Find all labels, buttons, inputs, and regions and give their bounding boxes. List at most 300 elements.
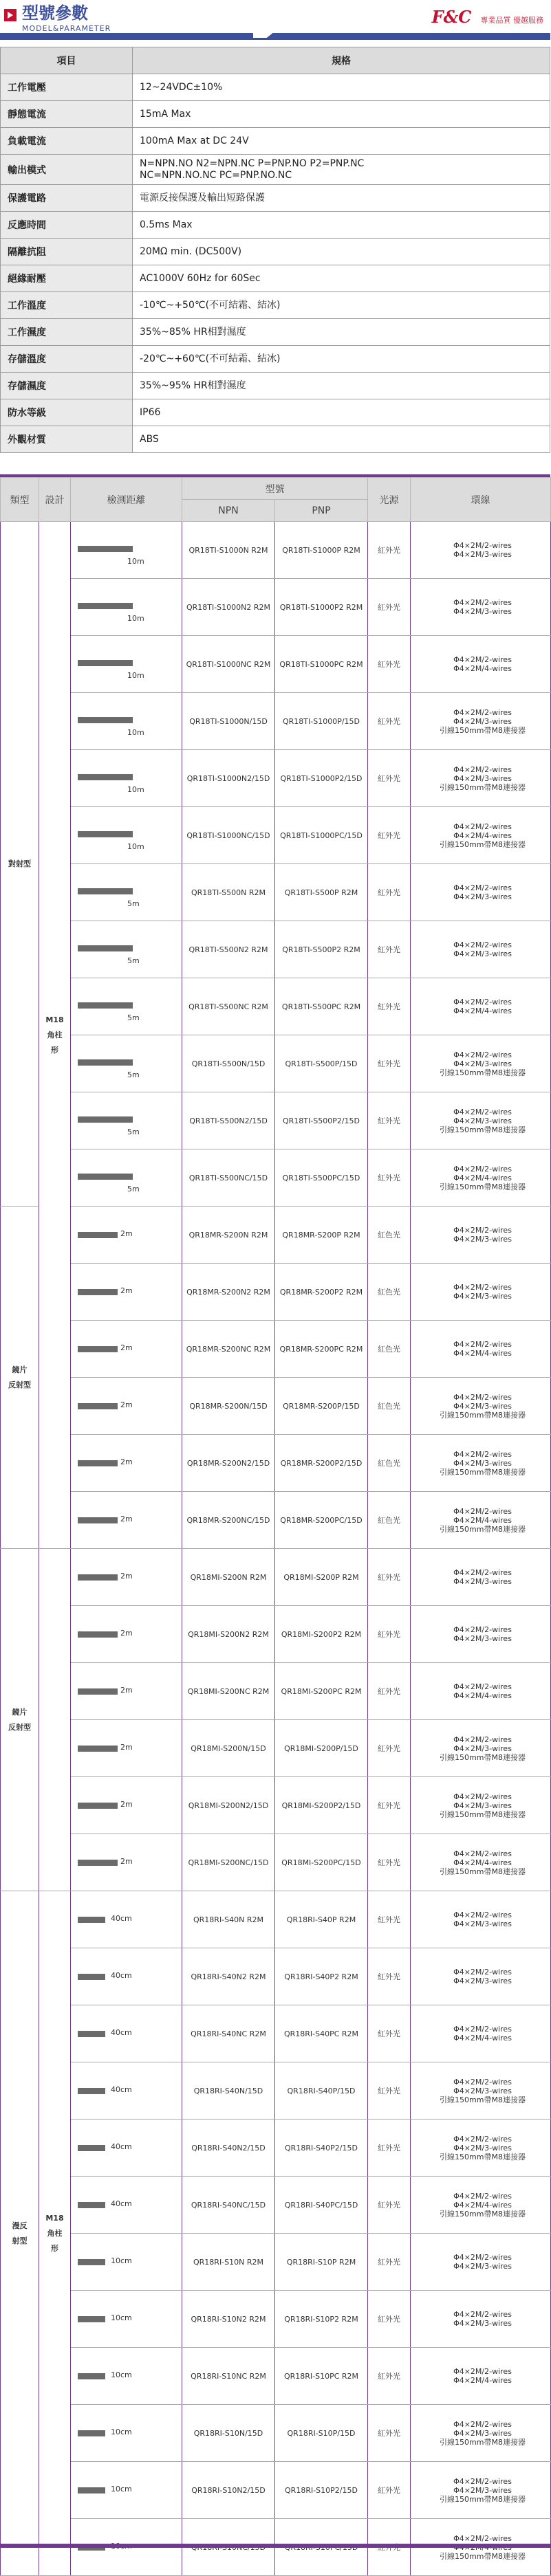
- wiring-cell: [411, 579, 551, 636]
- model-row: [1, 1777, 551, 1834]
- beam-diagram: [71, 1956, 182, 1997]
- beam-diagram: [71, 2013, 182, 2054]
- wiring-cell: [411, 1948, 551, 2005]
- light-source: 紅外光: [368, 1834, 411, 1891]
- light-source: 紅外光: [368, 2234, 411, 2291]
- model-row: [1, 2405, 551, 2462]
- distance-cell: [71, 864, 182, 921]
- distance-cell: [71, 1207, 182, 1264]
- pnp-model: QR18TI-S1000PC/15D: [275, 807, 368, 864]
- spec-value: -20℃~+60℃(不可結霜、結冰): [133, 346, 550, 373]
- wiring-line: Φ4×2M/2-wires: [453, 1968, 512, 1977]
- wiring-cell: [411, 2234, 551, 2291]
- spec-value: 12~24VDC±10%: [133, 74, 550, 101]
- wiring-line: 引線150mm帶M8連接器: [440, 2095, 526, 2104]
- model-row: [1, 2291, 551, 2348]
- wiring-cell: [411, 1606, 551, 1663]
- spec-value: 100mA Max at DC 24V: [133, 128, 550, 155]
- wiring-line: Φ4×2M/4-wires: [453, 1349, 512, 1358]
- light-source: 紅色光: [368, 1492, 411, 1549]
- pnp-model: QR18TI-S1000P R2M: [275, 522, 368, 579]
- wiring-line: Φ4×2M/3-wires: [453, 1401, 512, 1411]
- distance-label: 2m: [120, 1343, 133, 1352]
- light-source: 紅色光: [368, 1435, 411, 1492]
- wiring-line: 引線150mm帶M8連接器: [440, 1809, 526, 1819]
- wiring-cell: [411, 1492, 551, 1549]
- wiring-line: Φ4×2M/4-wires: [453, 1006, 512, 1015]
- wiring-cell: [411, 1777, 551, 1834]
- wiring-cell: [411, 636, 551, 693]
- model-row: [1, 864, 551, 921]
- beam-arrow-icon: [78, 1289, 118, 1295]
- light-source: 紅外光: [368, 1149, 411, 1207]
- pnp-model: QR18RI-S40PC/15D: [275, 2177, 368, 2234]
- wiring-line: Φ4×2M/3-wires: [453, 1577, 512, 1586]
- distance-label: 10cm: [111, 2256, 132, 2265]
- light-source: 紅外光: [368, 1891, 411, 1948]
- wiring-line: Φ4×2M/2-wires: [453, 998, 512, 1006]
- wiring-line: Φ4×2M/2-wires: [453, 2134, 512, 2144]
- distance-label: 10m: [127, 728, 144, 737]
- category-cell: 鏡片 反射型: [1, 1549, 39, 1891]
- wiring-line: Φ4×2M/2-wires: [453, 2191, 512, 2201]
- light-source: 紅外光: [368, 921, 411, 978]
- wiring-line: Φ4×2M/3-wires: [453, 1458, 512, 1468]
- beam-arrow-icon: [78, 546, 133, 552]
- spec-row: [1, 426, 550, 453]
- beam-diagram: [71, 1328, 182, 1369]
- spec-value: IP66: [133, 399, 550, 426]
- distance-cell: [71, 2062, 182, 2120]
- model-row: [1, 750, 551, 807]
- beam-arrow-icon: [78, 1860, 118, 1866]
- spec-row: [1, 155, 550, 185]
- light-source: 紅外光: [368, 2062, 411, 2120]
- beam-diagram: [71, 586, 182, 628]
- design-cell: [39, 1549, 71, 1891]
- distance-cell: [71, 579, 182, 636]
- pnp-model: QR18RI-S40P/15D: [275, 2062, 368, 2120]
- beam-diagram: [71, 2412, 182, 2454]
- pnp-model: QR18RI-S10PC R2M: [275, 2348, 368, 2405]
- npn-model: QR18RI-S10NC R2M: [182, 2348, 275, 2405]
- model-row: [1, 2005, 551, 2062]
- npn-model: QR18MR-S200NC/15D: [182, 1492, 275, 1549]
- spec-value: AC1000V 60Hz for 60Sec: [133, 265, 550, 292]
- wiring-cell: [411, 1207, 551, 1264]
- beam-arrow-icon: [78, 945, 133, 951]
- npn-model: QR18RI-S10N2/15D: [182, 2462, 275, 2519]
- wiring-cell: [411, 1149, 551, 1207]
- col-category: 類型: [1, 478, 39, 522]
- model-row: [1, 1606, 551, 1663]
- wiring-line: Φ4×2M/3-wires: [453, 1116, 512, 1125]
- col-pnp: PNP: [275, 500, 368, 522]
- beam-diagram: [71, 1385, 182, 1427]
- npn-model: QR18MR-S200N2/15D: [182, 1435, 275, 1492]
- model-row: [1, 1321, 551, 1378]
- distance-cell: [71, 1492, 182, 1549]
- spec-col-spec: 規格: [133, 47, 550, 74]
- light-source: 紅色光: [368, 1264, 411, 1321]
- wiring-line: Φ4×2M/4-wires: [453, 1691, 512, 1700]
- beam-diagram: [71, 2184, 182, 2225]
- wiring-line: Φ4×2M/3-wires: [453, 892, 512, 901]
- distance-cell: [71, 2234, 182, 2291]
- beam-diagram: [71, 2469, 182, 2511]
- spec-row: [1, 373, 550, 399]
- model-row: [1, 1834, 551, 1891]
- wiring-line: Φ4×2M/4-wires: [453, 830, 512, 840]
- wiring-line: Φ4×2M/3-wires: [453, 2428, 512, 2438]
- spec-header-row: [1, 47, 550, 74]
- light-source: 紅外光: [368, 1092, 411, 1149]
- wiring-cell: [411, 2291, 551, 2348]
- wiring-line: Φ4×2M/3-wires: [453, 1292, 512, 1301]
- spec-row: [1, 212, 550, 239]
- wiring-line: Φ4×2M/2-wires: [453, 2310, 512, 2319]
- wiring-line: Φ4×2M/2-wires: [453, 598, 512, 607]
- wiring-line: Φ4×2M/3-wires: [453, 1919, 512, 1928]
- wiring-line: 引線150mm帶M8連接器: [440, 2551, 526, 2561]
- spec-key: 隔離抗阻: [1, 239, 133, 265]
- pnp-model: QR18RI-S10P R2M: [275, 2234, 368, 2291]
- wiring-line: Φ4×2M/3-wires: [453, 773, 512, 783]
- spec-row: [1, 128, 550, 155]
- distance-cell: [71, 1321, 182, 1378]
- wiring-line: 引線150mm帶M8連接器: [440, 2152, 526, 2161]
- beam-arrow-icon: [78, 2316, 105, 2322]
- pnp-model: QR18RI-S40PC R2M: [275, 2005, 368, 2062]
- beam-arrow-icon: [78, 1688, 118, 1695]
- distance-label: 2m: [120, 1515, 133, 1523]
- models-table: [0, 477, 551, 2576]
- distance-label: 10m: [127, 785, 144, 794]
- beam-arrow-icon: [78, 2487, 105, 2494]
- wiring-line: Φ4×2M/3-wires: [453, 2143, 512, 2153]
- wiring-line: 引線150mm帶M8連接器: [440, 1068, 526, 1077]
- distance-label: 2m: [120, 1743, 133, 1752]
- light-source: 紅外光: [368, 2462, 411, 2519]
- pnp-model: QR18MI-S200PC R2M: [275, 1663, 368, 1720]
- light-source: 紅外光: [368, 864, 411, 921]
- pnp-model: QR18TI-S500P2 R2M: [275, 921, 368, 978]
- distance-cell: [71, 1149, 182, 1207]
- pnp-model: QR18MI-S200P/15D: [275, 1720, 368, 1777]
- spec-key: 工作電壓: [1, 74, 133, 101]
- beam-arrow-icon: [78, 1232, 118, 1238]
- spec-value: ABS: [133, 426, 550, 453]
- beam-diagram: [71, 2355, 182, 2397]
- beam-diagram: [71, 1899, 182, 1940]
- distance-label: 10m: [127, 842, 144, 851]
- npn-model: QR18MR-S200NC R2M: [182, 1321, 275, 1378]
- wiring-line: 引線150mm帶M8連接器: [440, 2437, 526, 2447]
- brand-tagline: 專業品質 優越服務: [480, 16, 543, 25]
- light-source: 紅外光: [368, 1720, 411, 1777]
- pnp-model: QR18MR-S200P2/15D: [275, 1435, 368, 1492]
- brand: [432, 7, 543, 27]
- wiring-cell: [411, 1378, 551, 1435]
- beam-diagram: [71, 2241, 182, 2282]
- npn-model: QR18TI-S500N2/15D: [182, 1092, 275, 1149]
- beam-arrow-icon: [78, 2088, 105, 2094]
- wiring-cell: [411, 1834, 551, 1891]
- model-row: [1, 1663, 551, 1720]
- model-row: [1, 693, 551, 750]
- npn-model: QR18TI-S1000NC R2M: [182, 636, 275, 693]
- spec-table: [0, 47, 550, 453]
- wiring-cell: [411, 2462, 551, 2519]
- beam-arrow-icon: [78, 888, 133, 894]
- distance-cell: [71, 522, 182, 579]
- spec-value: 電源反接保護及輸出短路保護: [133, 185, 550, 212]
- npn-model: QR18RI-S40NC/15D: [182, 2177, 275, 2234]
- npn-model: QR18MI-S200N/15D: [182, 1720, 275, 1777]
- model-row: [1, 2348, 551, 2405]
- npn-model: QR18TI-S1000N/15D: [182, 693, 275, 750]
- spec-key: 存儲溫度: [1, 346, 133, 373]
- npn-model: QR18RI-S40N/15D: [182, 2062, 275, 2120]
- wiring-line: Φ4×2M/3-wires: [453, 1634, 512, 1643]
- npn-model: QR18RI-S40NC R2M: [182, 2005, 275, 2062]
- npn-model: QR18MR-S200N R2M: [182, 1207, 275, 1264]
- light-source: 紅外光: [368, 636, 411, 693]
- distance-label: 2m: [120, 1457, 133, 1466]
- pnp-model: QR18RI-S10P2/15D: [275, 2462, 368, 2519]
- beam-arrow-icon: [78, 2373, 105, 2379]
- spec-key: 防水等級: [1, 399, 133, 426]
- wiring-line: Φ4×2M/3-wires: [453, 1977, 512, 1985]
- model-row: [1, 1891, 551, 1948]
- model-row: [1, 1435, 551, 1492]
- npn-model: QR18RI-S40N2 R2M: [182, 1948, 275, 2005]
- light-source: 紅外光: [368, 807, 411, 864]
- distance-label: 10cm: [111, 2485, 132, 2494]
- npn-model: QR18MI-S200N R2M: [182, 1549, 275, 1606]
- beam-diagram: [71, 1214, 182, 1255]
- wiring-line: Φ4×2M/2-wires: [453, 1568, 512, 1577]
- npn-model: QR18RI-S10N R2M: [182, 2234, 275, 2291]
- model-row: [1, 978, 551, 1035]
- wiring-line: Φ4×2M/3-wires: [453, 716, 512, 726]
- wiring-line: 引線150mm帶M8連接器: [440, 1752, 526, 1762]
- distance-cell: [71, 1834, 182, 1891]
- col-npn: NPN: [182, 500, 275, 522]
- model-row: [1, 1720, 551, 1777]
- beam-diagram: [71, 1785, 182, 1826]
- beam-diagram: [71, 1728, 182, 1769]
- distance-cell: [71, 693, 182, 750]
- spec-row: [1, 399, 550, 426]
- light-source: 紅色光: [368, 1207, 411, 1264]
- wiring-line: Φ4×2M/2-wires: [453, 1625, 512, 1634]
- pnp-model: QR18TI-S500PC/15D: [275, 1149, 368, 1207]
- wiring-line: Φ4×2M/2-wires: [453, 655, 512, 664]
- wiring-cell: [411, 1720, 551, 1777]
- beam-diagram: [71, 986, 182, 1027]
- pnp-model: QR18MR-S200P R2M: [275, 1207, 368, 1264]
- col-model: 型號: [182, 478, 368, 500]
- beam-arrow-icon: [78, 1517, 118, 1523]
- beam-arrow-icon: [78, 1346, 118, 1352]
- category-cell: 鏡片 反射型: [1, 1207, 39, 1549]
- model-row: [1, 2177, 551, 2234]
- wiring-line: Φ4×2M/4-wires: [453, 1858, 512, 1867]
- wiring-line: 引線150mm帶M8連接器: [440, 2494, 526, 2504]
- beam-diagram: [71, 815, 182, 856]
- spec-col-item: 項目: [1, 47, 133, 74]
- spec-row: [1, 292, 550, 319]
- npn-model: QR18RI-S40N R2M: [182, 1891, 275, 1948]
- wiring-line: Φ4×2M/2-wires: [453, 2367, 512, 2376]
- distance-label: 40cm: [111, 2028, 132, 2037]
- pnp-model: QR18TI-S1000P2/15D: [275, 750, 368, 807]
- beam-diagram: [71, 1100, 182, 1141]
- spec-key: 工作濕度: [1, 319, 133, 346]
- wiring-line: Φ4×2M/2-wires: [453, 2476, 512, 2486]
- distance-label: 10m: [127, 557, 144, 566]
- beam-diagram: [71, 1671, 182, 1712]
- wiring-cell: [411, 693, 551, 750]
- model-row: [1, 1149, 551, 1207]
- spec-value: 0.5ms Max: [133, 212, 550, 239]
- distance-cell: [71, 978, 182, 1035]
- wiring-cell: [411, 864, 551, 921]
- distance-cell: [71, 1663, 182, 1720]
- wiring-line: Φ4×2M/2-wires: [453, 1164, 512, 1174]
- wiring-line: 引線150mm帶M8連接器: [440, 1182, 526, 1191]
- beam-diagram: [71, 2070, 182, 2111]
- distance-cell: [71, 1606, 182, 1663]
- light-source: 紅外光: [368, 1606, 411, 1663]
- beam-diagram: [71, 1556, 182, 1598]
- beam-arrow-icon: [78, 2031, 105, 2037]
- pnp-model: QR18TI-S500PC R2M: [275, 978, 368, 1035]
- light-source: 紅外光: [368, 2177, 411, 2234]
- distance-label: 5m: [127, 1185, 140, 1193]
- distance-label: 5m: [127, 899, 140, 908]
- spec-row: [1, 185, 550, 212]
- distance-cell: [71, 1549, 182, 1606]
- beam-diagram: [71, 2298, 182, 2340]
- npn-model: QR18TI-S1000N2 R2M: [182, 579, 275, 636]
- npn-model: QR18MI-S200N2/15D: [182, 1777, 275, 1834]
- light-source: 紅外光: [368, 2005, 411, 2062]
- beam-arrow-icon: [78, 831, 133, 837]
- spec-value: 35%~95% HR相對濕度: [133, 373, 550, 399]
- spec-row: [1, 265, 550, 292]
- play-icon: [4, 9, 17, 21]
- pnp-model: QR18TI-S1000P/15D: [275, 693, 368, 750]
- pnp-model: QR18TI-S500P/15D: [275, 1035, 368, 1092]
- wiring-line: Φ4×2M/3-wires: [453, 550, 512, 559]
- wiring-line: Φ4×2M/4-wires: [453, 1173, 512, 1182]
- wiring-cell: [411, 2177, 551, 2234]
- model-row: [1, 1035, 551, 1092]
- wiring-line: Φ4×2M/3-wires: [453, 607, 512, 616]
- beam-arrow-icon: [78, 1002, 133, 1009]
- beam-diagram: [71, 1043, 182, 1084]
- col-design: 設計: [39, 478, 71, 522]
- model-row: [1, 1948, 551, 2005]
- wiring-line: Φ4×2M/2-wires: [453, 1050, 512, 1059]
- beam-arrow-icon: [78, 2259, 105, 2265]
- distance-cell: [71, 1891, 182, 1948]
- wiring-line: 引線150mm帶M8連接器: [440, 1410, 526, 1420]
- wiring-line: 引線150mm帶M8連接器: [440, 2209, 526, 2219]
- header-text: [22, 5, 111, 33]
- category-cell: 漫反 射型: [1, 1891, 39, 2576]
- distance-cell: [71, 1777, 182, 1834]
- npn-model: QR18TI-S1000N R2M: [182, 522, 275, 579]
- wiring-cell: [411, 978, 551, 1035]
- wiring-line: Φ4×2M/2-wires: [453, 1392, 512, 1402]
- model-row: [1, 2462, 551, 2519]
- model-row: [1, 522, 551, 579]
- wiring-line: Φ4×2M/2-wires: [453, 2077, 512, 2087]
- distance-label: 2m: [120, 1629, 133, 1638]
- models-header-row: [1, 478, 551, 500]
- model-row: [1, 1264, 551, 1321]
- wiring-line: Φ4×2M/2-wires: [453, 822, 512, 831]
- wiring-line: 引線150mm帶M8連接器: [440, 1467, 526, 1477]
- beam-diagram: [71, 1442, 182, 1484]
- pnp-model: QR18MR-S200PC R2M: [275, 1321, 368, 1378]
- distance-cell: [71, 2348, 182, 2405]
- wiring-line: Φ4×2M/4-wires: [453, 2034, 512, 2043]
- model-row: [1, 579, 551, 636]
- npn-model: QR18MR-S200N2 R2M: [182, 1264, 275, 1321]
- model-row: [1, 1549, 551, 1606]
- pnp-model: QR18MR-S200PC/15D: [275, 1492, 368, 1549]
- light-source: 紅外光: [368, 693, 411, 750]
- pnp-model: QR18MI-S200P2/15D: [275, 1777, 368, 1834]
- pnp-model: QR18RI-S10P2 R2M: [275, 2291, 368, 2348]
- beam-diagram: [71, 1614, 182, 1655]
- distance-label: 10cm: [111, 2370, 132, 2379]
- npn-model: QR18TI-S1000N2/15D: [182, 750, 275, 807]
- npn-model: QR18TI-S500N/15D: [182, 1035, 275, 1092]
- wiring-line: Φ4×2M/4-wires: [453, 664, 512, 673]
- light-source: 紅外光: [368, 1948, 411, 2005]
- wiring-line: Φ4×2M/3-wires: [453, 1801, 512, 1810]
- distance-cell: [71, 1264, 182, 1321]
- model-row: [1, 921, 551, 978]
- distance-cell: [71, 1378, 182, 1435]
- npn-model: QR18MI-S200NC/15D: [182, 1834, 275, 1891]
- npn-model: QR18RI-S10N/15D: [182, 2405, 275, 2462]
- wiring-cell: [411, 1549, 551, 1606]
- beam-arrow-icon: [78, 2202, 105, 2208]
- distance-label: 5m: [127, 956, 140, 965]
- wiring-line: Φ4×2M/2-wires: [453, 1792, 512, 1801]
- wiring-cell: [411, 522, 551, 579]
- beam-diagram: [71, 872, 182, 913]
- wiring-line: 引線150mm帶M8連接器: [440, 782, 526, 792]
- pnp-model: QR18MI-S200PC/15D: [275, 1834, 368, 1891]
- spec-key: 存儲濕度: [1, 373, 133, 399]
- light-source: 紅外光: [368, 750, 411, 807]
- model-row: [1, 807, 551, 864]
- distance-cell: [71, 1035, 182, 1092]
- npn-model: QR18RI-S10N2 R2M: [182, 2291, 275, 2348]
- distance-label: 10cm: [111, 2313, 132, 2322]
- beam-diagram: [71, 701, 182, 742]
- design-cell: M18 角柱 形: [39, 1891, 71, 2576]
- wiring-line: Φ4×2M/4-wires: [453, 2376, 512, 2385]
- wiring-cell: [411, 1092, 551, 1149]
